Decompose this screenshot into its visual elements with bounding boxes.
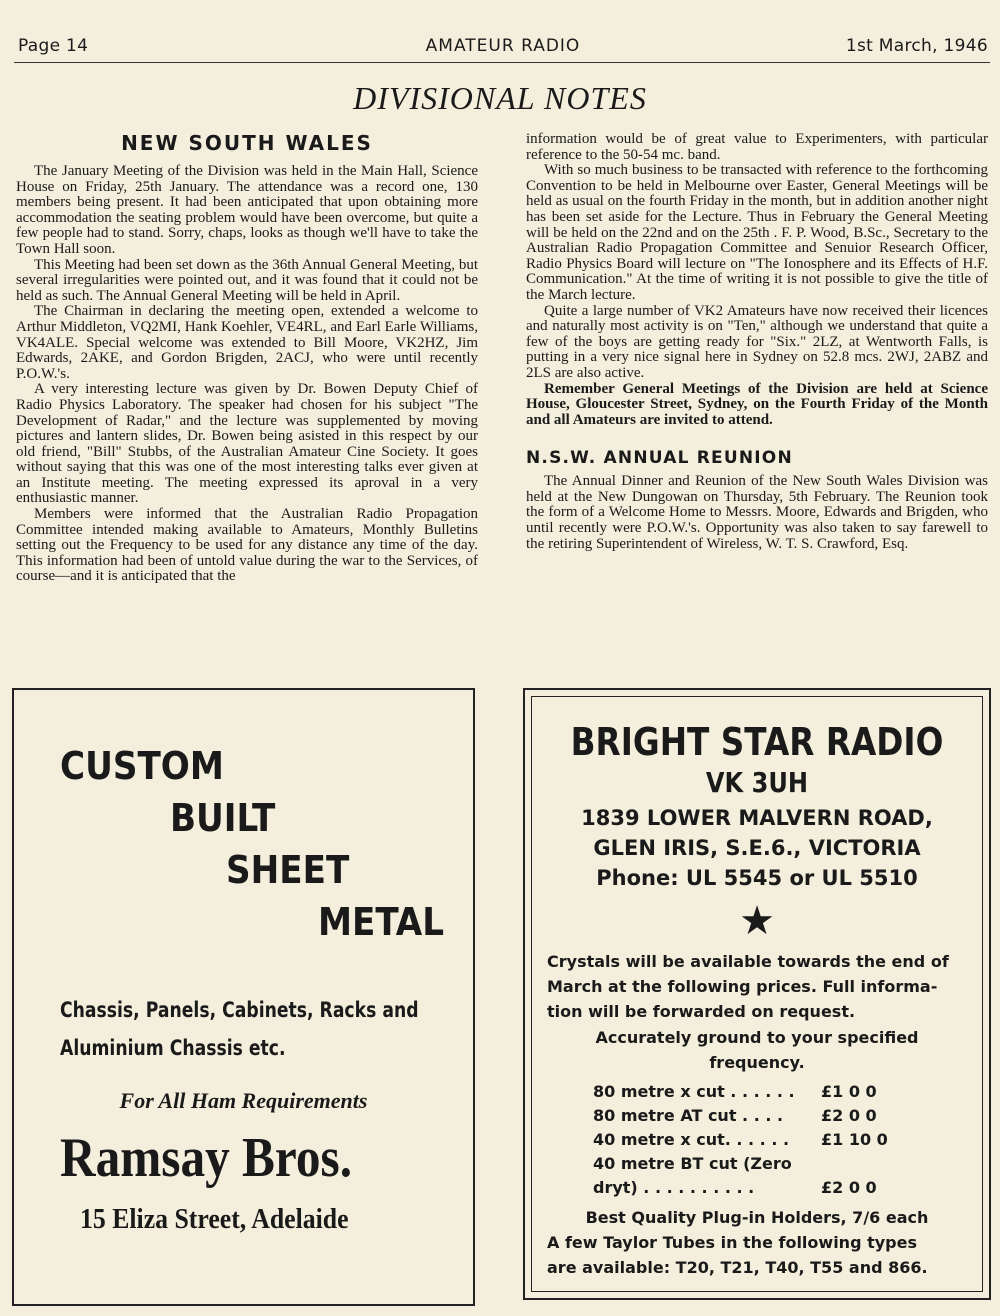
price-item: 80 metre x cut . . . . . .: [593, 1082, 795, 1101]
paragraph: Quite a large number of VK2 Amateurs have now received their licences and naturally most activity is on "Ten," although we understand that quite a few of the boys are getting ready for "Six." 2LZ, at Wentworth Falls, is putting in a very nice signal here in Sydney on 52.8 mcs. 2WJ, 2ABZ and 2LS are also active.: [526, 302, 988, 381]
paragraph: information would be of great value to Experimenters, with particular reference to the 50-54 mc. band.: [526, 131, 988, 163]
ad-company-name: Ramsay Bros.: [60, 1127, 353, 1189]
paragraph: The Annual Dinner and Reunion of the New South Wales Division was held at the New Dungowan on Thursday, 5th February. The Reunion took the form of a Welcome Home to Messrs. Moore, Edwards and Brigden, who until recently were P.O.W.'s. Opportunity was also taken to say farewell to the retiring Superintendent of Wireless, W. T. S. Crawford, Esq.: [526, 473, 988, 552]
ad-tagline: For All Ham Requirements: [119, 1088, 368, 1113]
paragraph: With so much business to be transacted with reference to the forthcoming Convention to be held in Melbourne over Easter, General Meetings will be held as usual on the fourth Friday in the month, but in addition another night has been set aside for the Lecture. Thus in February the General Meeting will be held on the 22nd and on the 25th . F. P. Wood, B.Sc., Secretary to the Australian Radio Propagation Committee and Senuior Research Officer, Radio Physics Board will lecture on "The Ionosphere and its Effects of H.F. Communication." At the time of writing it is not possible to give the title of the March lecture.: [526, 162, 988, 303]
price-value: £2 0 0: [821, 1106, 877, 1125]
right-column: [526, 132, 988, 552]
ad-products-line2: Aluminium Chassis etc.: [60, 1036, 286, 1060]
meeting-reminder: Remember General Meetings of the Division are held at Science House, Gloucester Street, Sydney, on the Fourth Friday of the Month and all Amateurs are invited to attend.: [526, 380, 988, 428]
ad-headline-built: BUILT: [170, 796, 276, 840]
star-icon: ★: [739, 898, 775, 944]
paragraph: The January Meeting of the Division was held in the Main Hall, Science House on Friday, 25th January. The attendance was a record one, 130 members being present. It had been anticipated that upon obtaining more accommodation the seating problem would have been overcome, but quite a few people had to stand. Sorry, chaps, looks as though we'll have to take the Town Hall soon.: [16, 163, 478, 257]
price-item: 80 metre AT cut . . . .: [593, 1106, 784, 1125]
ad-ground-line1: Accurately ground to your specified: [595, 1028, 919, 1047]
page-number: Page 14: [18, 36, 89, 56]
ad-address-line2: GLEN IRIS, S.E.6., VICTORIA: [593, 836, 921, 860]
ad-crystals-line3: tion will be forwarded on request.: [547, 1002, 856, 1021]
ad-crystals-line2: March at the following prices. Full informa-: [547, 977, 938, 996]
bright-star-radio-advertisement: [523, 688, 991, 1300]
price-item: dryt) . . . . . . . . . .: [593, 1178, 755, 1197]
paragraph: The Chairman in declaring the meeting open, extended a welcome to Arthur Middleton, VQ2MI, Hank Koehler, VE4RL, and Earl Earle Williams, VK4ALE. Special welcome was extended to Bill Moore, VK2HZ, Jim Edwards, 2AKE, and Gordon Brigden, 2ACJ, who were until recently P.O.W.'s.: [16, 303, 478, 382]
price-value: £1 10 0: [821, 1130, 888, 1149]
issue-date: 1st March, 1946: [845, 36, 988, 56]
ad-products-line1: Chassis, Panels, Cabinets, Racks and: [60, 998, 419, 1022]
ad-headline-sheet: SHEET: [226, 848, 350, 892]
ad-ground-line2: frequency.: [709, 1053, 805, 1072]
ad-tubes-line2: are available: T20, T21, T40, T55 and 866.: [547, 1258, 928, 1277]
ad-store-name: BRIGHT STAR RADIO: [570, 720, 944, 764]
ad-address: 15 Eliza Street, Adelaide: [80, 1204, 349, 1235]
ad-holders: Best Quality Plug-in Holders, 7/6 each: [585, 1208, 929, 1227]
ad-address-line1: 1839 LOWER MALVERN ROAD,: [581, 806, 933, 830]
section-heading-reunion: N.S.W. ANNUAL REUNION: [526, 448, 793, 469]
ad-phone: Phone: UL 5545 or UL 5510: [596, 866, 918, 890]
header-rule: [14, 62, 990, 63]
publication-name: AMATEUR RADIO: [425, 36, 581, 56]
paragraph: Members were informed that the Australian Radio Propagation Committee intended making available to Amateurs, Monthly Bulletins setting out the Frequency to be used for any distance any time of the day. This information had been of untold value during the war to the Services, of course—and it is anticipated that the: [16, 506, 478, 585]
price-value: £2 0 0: [821, 1178, 877, 1197]
ramsay-bros-advertisement: [12, 688, 475, 1306]
ad-tubes-line1: A few Taylor Tubes in the following types: [547, 1233, 917, 1252]
page-header: [18, 36, 988, 60]
price-value: £1 0 0: [821, 1082, 877, 1101]
left-column: [16, 132, 478, 585]
price-item: 40 metre x cut. . . . . .: [593, 1130, 790, 1149]
ad-headline-custom: CUSTOM: [60, 744, 224, 788]
paragraph: A very interesting lecture was given by Dr. Bowen Deputy Chief of Radio Physics Laboratory. The speaker had chosen for his subject "The Development of Radar," and the lecture was supplemented by moving pictures and lantern slides, Dr. Bowen being asisted in this respect by our old friend, "Bill" Stubbs, of the Australian Amateur Cine Society. It goes without saying that this was one of the most interesting talks ever given at an Institute meeting. The meeting expressed its aproval in a very enthusiastic manner.: [16, 381, 478, 507]
page-title: DIVISIONAL NOTES: [353, 80, 647, 116]
price-item: 40 metre BT cut (Zero: [593, 1154, 792, 1173]
paragraph: This Meeting had been set down as the 36th Annual General Meeting, but several irregularities were pointed out, and it was found that it could not be held as such. The Annual General Meeting will be held in April.: [16, 256, 478, 304]
ad-crystals-line1: Crystals will be available towards the end of: [547, 952, 949, 971]
ad-callsign: VK 3UH: [705, 766, 809, 799]
ad-headline-metal: METAL: [318, 900, 445, 944]
section-heading-nsw: NEW SOUTH WALES: [121, 131, 373, 155]
